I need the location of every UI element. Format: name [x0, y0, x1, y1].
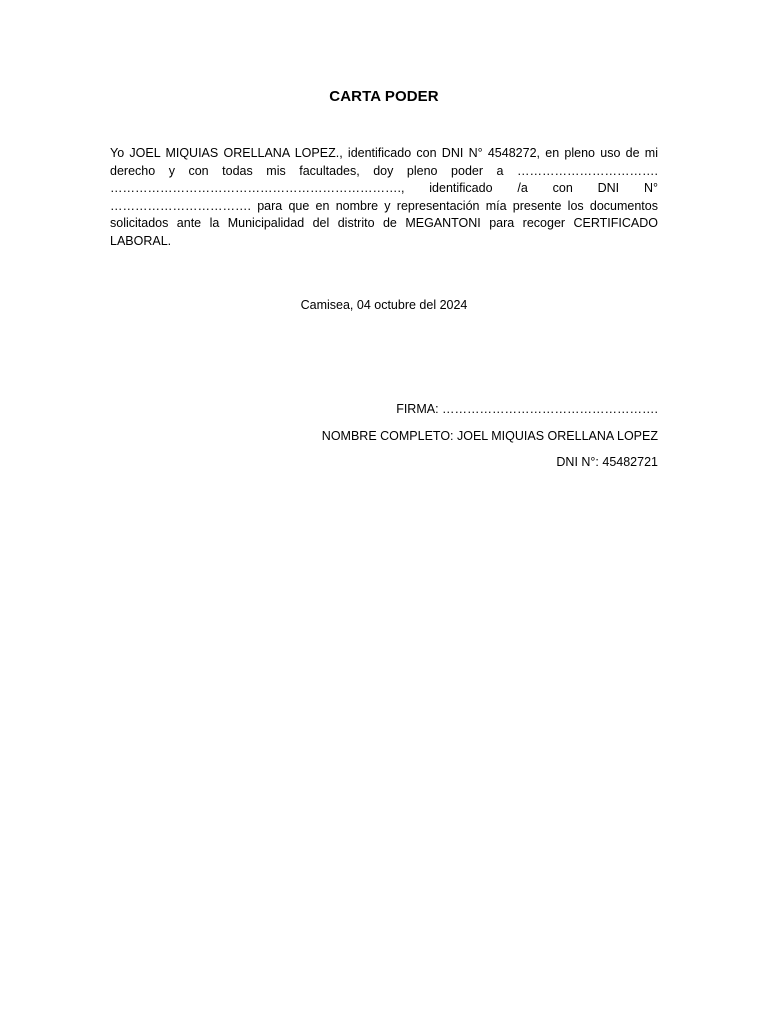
date-line: Camisea, 04 octubre del 2024 — [300, 298, 468, 312]
body-paragraph: Yo JOEL MIQUIAS ORELLANA LOPEZ., identificado con DNI N° 4548272, en pleno uso de mi derecho y con todas mis facultades, doy pleno poder a ……………………………. ……………………………………………………………., identificado /a con DNI N° ……………………………. para que en nombre y representación mía presente los documentos solicitados ante la Municipalidad del distrito de MEGANTONI para recoger CERTIFICADO LABORAL. — [110, 146, 658, 248]
signature-line: FIRMA: ……………………………………………. — [396, 402, 658, 416]
dni-line: DNI N°: 45482721 — [556, 455, 658, 469]
document-title: CARTA PODER — [329, 88, 439, 105]
full-name-line: NOMBRE COMPLETO: JOEL MIQUIAS ORELLANA LOPEZ — [321, 429, 658, 443]
